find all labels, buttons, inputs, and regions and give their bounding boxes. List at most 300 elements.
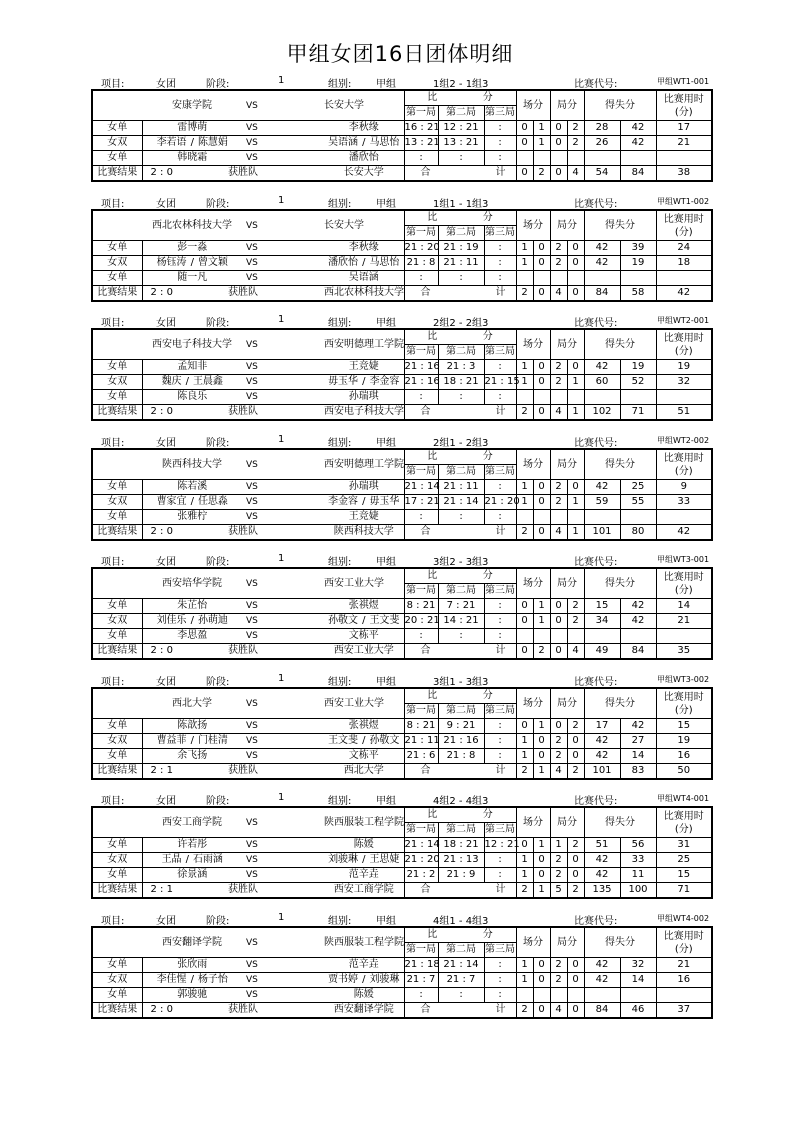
defen-a: 42 bbox=[595, 481, 609, 492]
player-b: 陈媛 bbox=[353, 839, 374, 850]
fen-label: 分 bbox=[482, 690, 493, 701]
score-value: 21 bbox=[506, 839, 520, 850]
group-value: 甲组 bbox=[376, 796, 396, 807]
score-separator: : bbox=[420, 496, 424, 507]
score-separator: : bbox=[456, 720, 460, 731]
vs-label: VS bbox=[246, 339, 258, 350]
team-score: 2 : 0 bbox=[150, 406, 173, 417]
match-header bbox=[91, 790, 711, 806]
player-b: 范辛垚 bbox=[348, 959, 379, 970]
result-label: 比赛结果 bbox=[97, 287, 138, 298]
winner-label: 获胜队 bbox=[228, 1004, 258, 1015]
changfen-header: 场分 bbox=[523, 99, 543, 111]
team-a: 西安培华学院 bbox=[162, 577, 222, 589]
game1-header: 第一局 bbox=[406, 227, 436, 238]
player-b: 贾书婷 bbox=[328, 974, 359, 985]
time-value: 24 bbox=[677, 242, 691, 253]
result-row bbox=[92, 405, 712, 421]
jufen-a: 0 bbox=[555, 137, 562, 148]
score-separator: : bbox=[500, 376, 504, 387]
vs-label: VS bbox=[246, 855, 258, 865]
total-defen-a: 102 bbox=[592, 406, 612, 417]
game1-header: 第一局 bbox=[406, 346, 436, 357]
score-separator: : bbox=[498, 989, 502, 1000]
score-value: 16 bbox=[404, 122, 418, 133]
score-value: 12 bbox=[443, 122, 457, 133]
group-value: 甲组 bbox=[376, 677, 396, 688]
player-b: 文栋平 bbox=[348, 750, 379, 761]
score-value: 11 bbox=[426, 735, 440, 746]
defen-header: 得失分 bbox=[605, 458, 635, 470]
player-b: 刘骏琳 bbox=[369, 974, 400, 985]
game1-header: 第一局 bbox=[406, 944, 436, 955]
he-label: 合 bbox=[420, 765, 431, 776]
team-b: 长安大学 bbox=[324, 219, 364, 231]
total-jufen-b: 4 bbox=[572, 645, 579, 656]
stage-value: 1 bbox=[278, 912, 285, 923]
table-row bbox=[92, 838, 712, 853]
team-score: 2 : 1 bbox=[150, 765, 173, 776]
time-unit: (分) bbox=[674, 584, 693, 596]
player-b: 文栋平 bbox=[348, 630, 379, 641]
match-header bbox=[91, 73, 711, 89]
ji-label: 计 bbox=[495, 167, 506, 178]
score-separator: : bbox=[456, 600, 460, 611]
player-b: 范辛垚 bbox=[348, 869, 379, 880]
score-value: 21 bbox=[462, 720, 476, 731]
he-label: 合 bbox=[420, 526, 431, 537]
item-label: 项目: bbox=[101, 438, 125, 449]
group-label: 组别: bbox=[328, 438, 352, 449]
player-a: 魏庆 bbox=[161, 376, 182, 387]
winner-team: 西安翻译学院 bbox=[333, 1004, 394, 1015]
score-separator: : bbox=[422, 257, 426, 268]
slash: / bbox=[190, 735, 194, 746]
event-type: 女双 bbox=[107, 496, 128, 507]
time-value: 21 bbox=[677, 959, 691, 970]
item-label: 项目: bbox=[101, 916, 125, 927]
winner-label: 获胜队 bbox=[228, 167, 258, 178]
team-b: 西安明德理工学院 bbox=[324, 338, 404, 350]
changfen-a: 0 bbox=[521, 122, 528, 133]
team-a: 陕西科技大学 bbox=[162, 458, 222, 470]
score-value: 7 bbox=[469, 974, 476, 985]
jufen-b: 0 bbox=[572, 735, 579, 746]
player-a: 郭骏驰 bbox=[177, 989, 208, 1000]
table-row bbox=[92, 629, 712, 644]
match-code: 甲组WT1-001 bbox=[657, 77, 710, 86]
score-separator: : bbox=[498, 152, 502, 163]
changfen-a: 0 bbox=[521, 839, 528, 850]
game2-header: 第二局 bbox=[446, 466, 476, 477]
table-row bbox=[92, 868, 712, 883]
game1-header: 第一局 bbox=[406, 466, 436, 477]
pairing: 3组2 - 3组3 bbox=[433, 557, 489, 568]
total-time: 38 bbox=[677, 167, 691, 178]
stage-label: 阶段: bbox=[206, 677, 230, 688]
jufen-a: 2 bbox=[555, 869, 562, 880]
score-value: 2 bbox=[429, 869, 436, 880]
score-separator: : bbox=[459, 989, 463, 1000]
score-value: 16 bbox=[426, 376, 440, 387]
result-label: 比赛结果 bbox=[97, 645, 138, 656]
pairing: 1组2 - 1组3 bbox=[433, 79, 489, 90]
score-value: 12 bbox=[484, 839, 498, 850]
jufen-b: 0 bbox=[572, 242, 579, 253]
score-value: 21 bbox=[404, 735, 418, 746]
table-row bbox=[92, 151, 712, 166]
jufen-b: 0 bbox=[572, 481, 579, 492]
winner-label: 获胜队 bbox=[228, 406, 258, 417]
score-value: 21 bbox=[446, 750, 460, 761]
bi-label: 比 bbox=[427, 92, 438, 103]
vs-label: VS bbox=[246, 698, 258, 709]
score-value: 21 bbox=[443, 959, 457, 970]
bi-label: 比 bbox=[427, 451, 438, 462]
player-a: 韩晓霜 bbox=[177, 152, 208, 163]
score-value: 21 bbox=[446, 974, 460, 985]
player-a: 张雅柠 bbox=[177, 511, 208, 522]
he-label: 合 bbox=[420, 167, 431, 178]
total-jufen-b: 1 bbox=[572, 526, 579, 537]
defen-b: 56 bbox=[631, 839, 645, 850]
code-label: 比赛代号: bbox=[574, 199, 618, 210]
time-value: 21 bbox=[677, 137, 691, 148]
score-separator: : bbox=[459, 257, 463, 268]
defen-header: 得失分 bbox=[605, 936, 635, 948]
ji-label: 计 bbox=[495, 884, 506, 895]
result-label: 比赛结果 bbox=[97, 167, 138, 178]
time-header: 比赛用时 bbox=[663, 452, 704, 464]
score-value: 8 bbox=[469, 750, 476, 761]
team-b: 西安工业大学 bbox=[324, 697, 384, 709]
event-type: 女单 bbox=[107, 242, 128, 253]
score-value: 6 bbox=[429, 750, 436, 761]
total-jufen-a: 0 bbox=[555, 645, 562, 656]
score-value: 21 bbox=[443, 735, 457, 746]
vs-label: VS bbox=[246, 616, 258, 626]
ji-label: 计 bbox=[495, 1004, 506, 1015]
time-unit: (分) bbox=[674, 106, 693, 118]
total-time: 35 bbox=[677, 645, 691, 656]
team-score: 2 : 0 bbox=[150, 1004, 173, 1015]
jufen-a: 2 bbox=[555, 361, 562, 372]
changfen-a: 1 bbox=[521, 481, 528, 492]
code-label: 比赛代号: bbox=[574, 79, 618, 90]
score-separator: : bbox=[498, 854, 502, 865]
score-separator: : bbox=[462, 361, 466, 372]
defen-b: 42 bbox=[631, 137, 645, 148]
changfen-header: 场分 bbox=[523, 697, 543, 709]
jufen-b: 2 bbox=[572, 839, 579, 850]
total-jufen-a: 4 bbox=[555, 287, 562, 298]
score-value: 21 bbox=[404, 361, 418, 372]
match-block bbox=[91, 432, 711, 541]
event-type: 女单 bbox=[107, 839, 128, 850]
player-a: 张欣雨 bbox=[177, 959, 208, 970]
team-score: 2 : 0 bbox=[150, 645, 173, 656]
defen-b: 25 bbox=[631, 481, 645, 492]
jufen-b: 0 bbox=[572, 361, 579, 372]
score-separator: : bbox=[422, 750, 426, 761]
team-b: 陕西服装工程学院 bbox=[324, 936, 404, 948]
jufen-header: 局分 bbox=[557, 458, 577, 470]
score-separator: : bbox=[459, 272, 463, 283]
player-a: 余飞扬 bbox=[177, 750, 208, 761]
player-b: 潘欣怡 bbox=[348, 152, 379, 163]
player-b: 王思婕 bbox=[369, 854, 400, 865]
vs-label: VS bbox=[246, 937, 258, 948]
defen-a: 15 bbox=[595, 600, 609, 611]
total-changfen-a: 2 bbox=[521, 526, 528, 537]
player-b: 王文斐 bbox=[369, 615, 400, 626]
total-defen-b: 71 bbox=[631, 406, 645, 417]
item-value: 女团 bbox=[156, 916, 176, 927]
match-block bbox=[91, 73, 711, 182]
match-code: 甲组WT4-002 bbox=[657, 914, 710, 923]
total-changfen-b: 0 bbox=[538, 287, 545, 298]
table-row bbox=[92, 599, 712, 614]
table-row bbox=[92, 271, 712, 286]
score-separator: : bbox=[498, 511, 502, 522]
pairing: 1组1 - 1组3 bbox=[433, 199, 489, 210]
changfen-a: 1 bbox=[521, 974, 528, 985]
header-row bbox=[92, 688, 712, 704]
score-separator: : bbox=[498, 122, 502, 133]
table-row bbox=[92, 719, 712, 734]
defen-b: 39 bbox=[631, 242, 645, 253]
jufen-b: 2 bbox=[572, 615, 579, 626]
team-score: 2 : 0 bbox=[150, 287, 173, 298]
changfen-a: 1 bbox=[521, 750, 528, 761]
player-a: 孟知非 bbox=[177, 361, 208, 372]
match-block bbox=[91, 551, 711, 660]
changfen-b: 0 bbox=[538, 869, 545, 880]
jufen-header: 局分 bbox=[557, 219, 577, 231]
total-time: 71 bbox=[677, 884, 691, 895]
defen-a: 51 bbox=[595, 839, 609, 850]
player-a: 朱芷怡 bbox=[177, 600, 208, 611]
event-type: 女单 bbox=[107, 989, 128, 1000]
slash: / bbox=[362, 735, 366, 746]
score-separator: : bbox=[498, 242, 502, 253]
jufen-a: 2 bbox=[555, 376, 562, 387]
score-value: 21 bbox=[422, 720, 436, 731]
score-value: 21 bbox=[465, 615, 479, 626]
changfen-a: 1 bbox=[521, 361, 528, 372]
vs-label: VS bbox=[246, 840, 258, 850]
table-row bbox=[92, 853, 712, 868]
he-label: 合 bbox=[420, 1004, 431, 1015]
table-row bbox=[92, 973, 712, 988]
item-value: 女团 bbox=[156, 79, 176, 90]
changfen-a: 1 bbox=[521, 257, 528, 268]
item-value: 女团 bbox=[156, 438, 176, 449]
team-b: 西安工业大学 bbox=[324, 577, 384, 589]
ji-label: 计 bbox=[495, 406, 506, 417]
score-separator: : bbox=[459, 137, 463, 148]
slash: / bbox=[190, 137, 194, 148]
code-label: 比赛代号: bbox=[574, 438, 618, 449]
score-value: 21 bbox=[422, 600, 436, 611]
score-value: 21 bbox=[484, 376, 498, 387]
stage-value: 1 bbox=[278, 434, 285, 445]
winner-team: 西安工业大学 bbox=[333, 645, 394, 656]
total-changfen-b: 1 bbox=[538, 884, 545, 895]
defen-a: 42 bbox=[595, 257, 609, 268]
winner-label: 获胜队 bbox=[228, 765, 258, 776]
score-separator: : bbox=[459, 959, 463, 970]
he-label: 合 bbox=[420, 287, 431, 298]
game3-header: 第三局 bbox=[485, 824, 515, 835]
event-type: 女双 bbox=[107, 257, 128, 268]
table-row bbox=[92, 360, 712, 375]
vs-label: VS bbox=[246, 100, 258, 111]
game3-header: 第三局 bbox=[485, 466, 515, 477]
defen-b: 33 bbox=[631, 854, 645, 865]
time-value: 17 bbox=[677, 122, 691, 133]
table-row bbox=[92, 480, 712, 495]
bi-label: 比 bbox=[427, 690, 438, 701]
jufen-a: 0 bbox=[555, 122, 562, 133]
score-separator: : bbox=[419, 272, 423, 283]
total-changfen-b: 0 bbox=[538, 526, 545, 537]
changfen-a: 1 bbox=[521, 854, 528, 865]
player-a: 刘佳乐 bbox=[156, 615, 187, 626]
vs-label: VS bbox=[246, 459, 258, 470]
score-separator: : bbox=[420, 735, 424, 746]
score-value: 21 bbox=[404, 376, 418, 387]
stage-label: 阶段: bbox=[206, 79, 230, 90]
defen-a: 42 bbox=[595, 869, 609, 880]
result-label: 比赛结果 bbox=[97, 1004, 138, 1015]
fen-label: 分 bbox=[482, 92, 493, 103]
time-value: 9 bbox=[680, 481, 687, 492]
score-separator: : bbox=[498, 600, 502, 611]
event-type: 女单 bbox=[107, 152, 128, 163]
match-header bbox=[91, 193, 711, 209]
result-row bbox=[92, 764, 712, 780]
winner-label: 获胜队 bbox=[228, 645, 258, 656]
player-b: 李秋缘 bbox=[348, 242, 379, 253]
table-row bbox=[92, 614, 712, 629]
code-label: 比赛代号: bbox=[574, 796, 618, 807]
time-value: 14 bbox=[677, 600, 691, 611]
table-row bbox=[92, 256, 712, 271]
time-value: 33 bbox=[677, 496, 691, 507]
group-label: 组别: bbox=[328, 199, 352, 210]
vs-label: VS bbox=[246, 497, 258, 507]
table-row bbox=[92, 495, 712, 510]
table-row bbox=[92, 136, 712, 151]
jufen-header: 局分 bbox=[557, 99, 577, 111]
table-row bbox=[92, 749, 712, 764]
event-type: 女双 bbox=[107, 376, 128, 387]
score-separator: : bbox=[498, 257, 502, 268]
player-b: 潘欣怡 bbox=[328, 257, 359, 268]
game2-header: 第二局 bbox=[446, 824, 476, 835]
jufen-b: 0 bbox=[572, 974, 579, 985]
fen-label: 分 bbox=[482, 451, 493, 462]
score-value: 21 bbox=[404, 854, 418, 865]
total-defen-b: 46 bbox=[631, 1004, 645, 1015]
defen-b: 19 bbox=[631, 361, 645, 372]
stage-label: 阶段: bbox=[206, 318, 230, 329]
total-defen-b: 83 bbox=[631, 765, 645, 776]
total-defen-a: 135 bbox=[592, 884, 612, 895]
player-a: 陈良乐 bbox=[177, 391, 208, 402]
match-header bbox=[91, 312, 711, 328]
jufen-b: 2 bbox=[572, 122, 579, 133]
match-table bbox=[91, 209, 713, 302]
player-b: 毋玉华 bbox=[369, 496, 400, 507]
player-a: 曾文颖 bbox=[197, 257, 228, 268]
stage-value: 1 bbox=[278, 195, 285, 206]
event-type: 女单 bbox=[107, 750, 128, 761]
score-separator: : bbox=[422, 869, 426, 880]
player-b: 李金容 bbox=[369, 376, 400, 387]
vs-label: VS bbox=[246, 721, 258, 731]
score-separator: : bbox=[498, 272, 502, 283]
score-separator: : bbox=[459, 735, 463, 746]
score-separator: : bbox=[498, 391, 502, 402]
score-value: 3 bbox=[469, 361, 476, 372]
match-table bbox=[91, 687, 713, 780]
event-type: 女单 bbox=[107, 630, 128, 641]
changfen-a: 1 bbox=[521, 376, 528, 387]
event-type: 女单 bbox=[107, 959, 128, 970]
score-value: 14 bbox=[426, 839, 440, 850]
score-separator: : bbox=[420, 242, 424, 253]
score-separator: : bbox=[420, 959, 424, 970]
he-label: 合 bbox=[420, 406, 431, 417]
time-unit: (分) bbox=[674, 345, 693, 357]
score-separator: : bbox=[416, 720, 420, 731]
match-block bbox=[91, 312, 711, 421]
defen-b: 19 bbox=[631, 257, 645, 268]
score-value: 18 bbox=[426, 959, 440, 970]
table-row bbox=[92, 734, 712, 749]
score-separator: : bbox=[420, 854, 424, 865]
score-value: 21 bbox=[406, 869, 420, 880]
group-value: 甲组 bbox=[376, 438, 396, 449]
score-separator: : bbox=[498, 720, 502, 731]
score-separator: : bbox=[459, 511, 463, 522]
total-defen-b: 84 bbox=[631, 167, 645, 178]
score-value: 21 bbox=[426, 496, 440, 507]
result-label: 比赛结果 bbox=[97, 526, 138, 537]
jufen-b: 0 bbox=[572, 869, 579, 880]
player-a: 杨子怡 bbox=[197, 974, 228, 985]
score-separator: : bbox=[500, 839, 504, 850]
game1-header: 第一局 bbox=[406, 107, 436, 118]
match-table bbox=[91, 806, 713, 899]
player-a: 任思淼 bbox=[197, 496, 228, 507]
pairing: 2组2 - 2组3 bbox=[433, 318, 489, 329]
total-jufen-a: 5 bbox=[555, 884, 562, 895]
player-a: 随一凡 bbox=[177, 272, 208, 283]
score-value: 21 bbox=[465, 122, 479, 133]
winner-team: 西安工商学院 bbox=[333, 884, 394, 895]
game2-header: 第二局 bbox=[446, 227, 476, 238]
item-label: 项目: bbox=[101, 677, 125, 688]
total-jufen-a: 4 bbox=[555, 406, 562, 417]
match-block bbox=[91, 790, 711, 899]
total-jufen-b: 1 bbox=[572, 406, 579, 417]
player-b: 张祺煜 bbox=[348, 720, 379, 731]
group-label: 组别: bbox=[328, 557, 352, 568]
score-separator: : bbox=[459, 630, 463, 641]
